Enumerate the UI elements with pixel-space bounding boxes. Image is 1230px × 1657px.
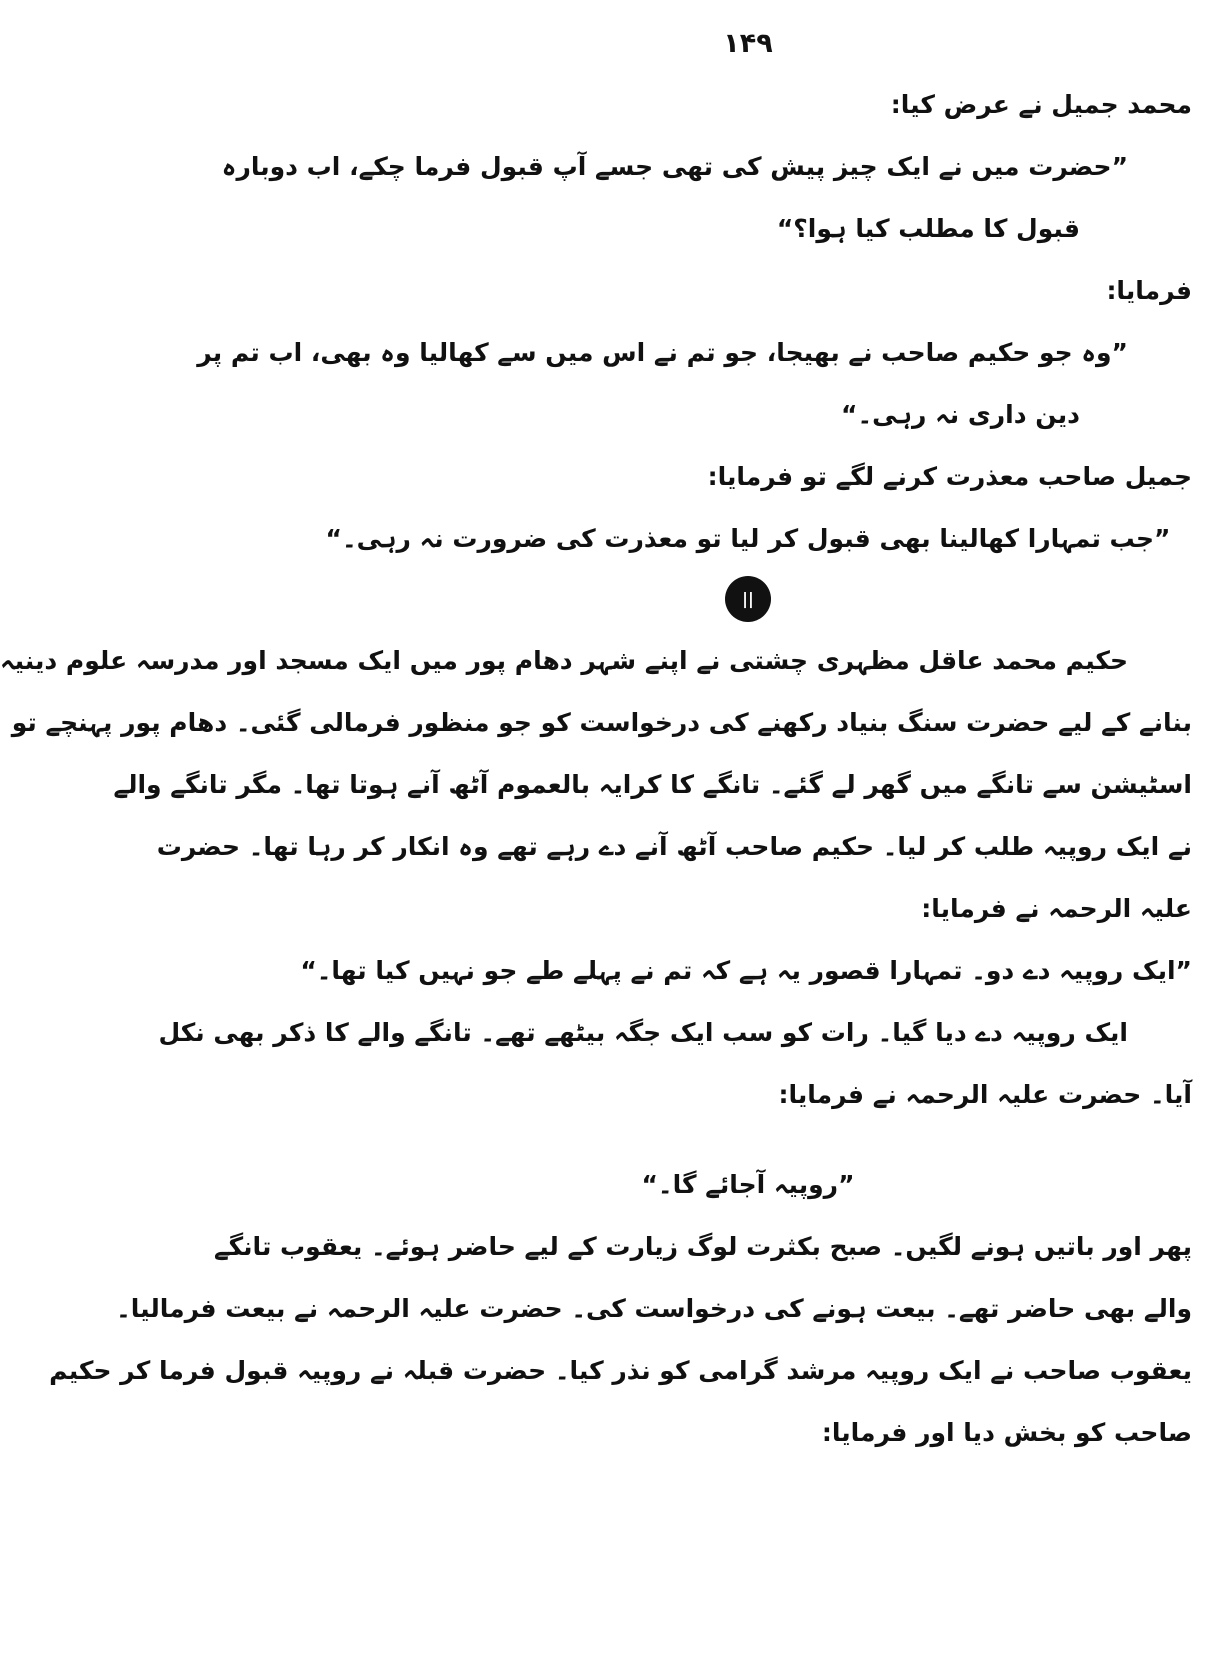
speaker-line: فرمایا:	[1106, 276, 1192, 305]
quote-line: دین داری نہ رہی۔“	[841, 400, 1080, 429]
book-page	[0, 18, 1192, 1657]
paragraph-line: پھر اور باتیں ہونے لگیں۔ صبح بکثرت لوگ زیارت کے لیے حاضر ہوئے۔ یعقوب تانگے	[213, 1232, 1192, 1261]
paragraph-line: آیا۔ حضرت علیہ الرحمہ نے فرمایا:	[778, 1080, 1192, 1109]
speaker-line: جمیل صاحب معذرت کرنے لگے تو فرمایا:	[707, 462, 1192, 491]
section-divider-icon: ||	[725, 576, 771, 622]
quote-line: ”ایک روپیہ دے دو۔ تمہارا قصور یہ ہے کہ تم نے پہلے طے جو نہیں کیا تھا۔“	[300, 956, 1192, 985]
paragraph-line: حکیم محمد عاقل مظہری چشتی نے اپنے شہر دھام پور میں ایک مسجد اور مدرسہ علوم دینیہ	[0, 646, 1128, 675]
page-number: ۱۴۹	[723, 28, 773, 59]
paragraph-line: صاحب کو بخش دیا اور فرمایا:	[821, 1418, 1192, 1447]
quote-line: ”جب تمہارا کھالینا بھی قبول کر لیا تو معذرت کی ضرورت نہ رہی۔“	[325, 524, 1171, 553]
paragraph-line: اسٹیشن سے تانگے میں گھر لے گئے۔ تانگے کا کرایہ بالعموم آٹھ آنے ہوتا تھا۔ مگر تانگے والے	[113, 770, 1192, 799]
quote-line: ”روپیہ آجائے گا۔“	[641, 1170, 855, 1199]
paragraph-line: نے ایک روپیہ طلب کر لیا۔ حکیم صاحب آٹھ آنے دے رہے تھے وہ انکار کر رہا تھا۔ حضرت	[156, 832, 1192, 861]
speaker-line: محمد جمیل نے عرض کیا:	[890, 90, 1192, 119]
paragraph-line: بنانے کے لیے حضرت سنگ بنیاد رکھنے کی درخواست کو جو منظور فرمالی گئی۔ دھام پور پہنچے تو	[11, 708, 1192, 737]
paragraph-line: ایک روپیہ دے دیا گیا۔ رات کو سب ایک جگہ بیٹھے تھے۔ تانگے والے کا ذکر بھی نکل	[158, 1018, 1128, 1047]
quote-line: ”وہ جو حکیم صاحب نے بھیجا، جو تم نے اس میں سے کھالیا وہ بھی، اب تم پر	[197, 338, 1128, 367]
paragraph-line: والے بھی حاضر تھے۔ بیعت ہونے کی درخواست کی۔ حضرت علیہ الرحمہ نے بیعت فرمالیا۔	[116, 1294, 1192, 1323]
quote-line: ”حضرت میں نے ایک چیز پیش کی تھی جسے آپ قبول فرما چکے، اب دوبارہ	[221, 152, 1128, 181]
paragraph-line: یعقوب صاحب نے ایک روپیہ مرشد گرامی کو نذر کیا۔ حضرت قبلہ نے روپیہ قبول فرما کر حکیم	[49, 1356, 1192, 1385]
spacer	[304, 1126, 1192, 1154]
quote-line: قبول کا مطلب کیا ہوا؟“	[776, 214, 1080, 243]
paragraph-line: علیہ الرحمہ نے فرمایا:	[921, 894, 1192, 923]
